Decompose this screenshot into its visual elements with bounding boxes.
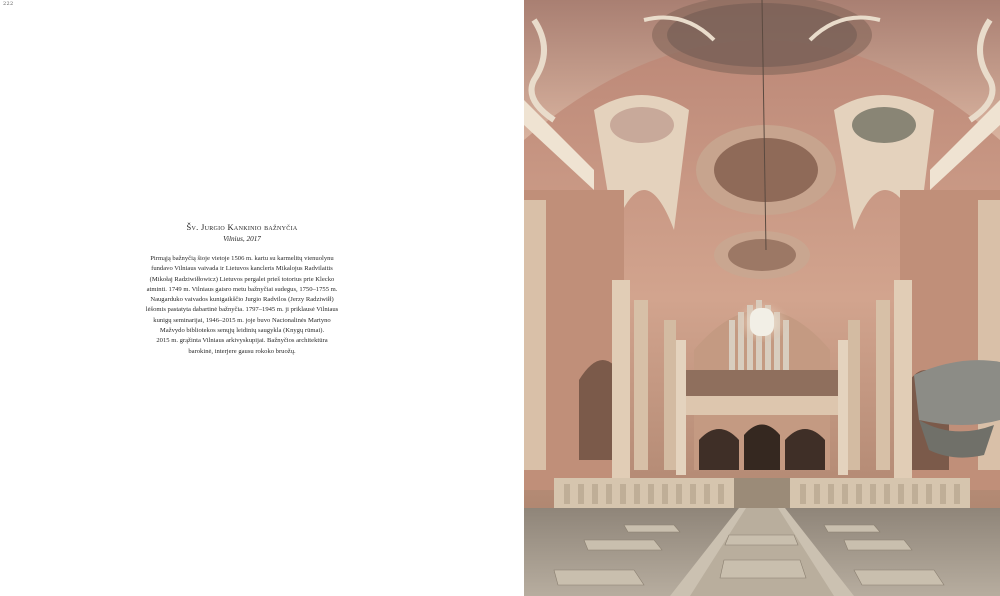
caption-body <box>130 254 354 357</box>
caption-title: Šv. Jurgio Kankinio bažnyčia <box>186 222 298 232</box>
caption-line: atminti. 1749 m. Vilniaus gaisro metu bažnyčiai sudegus, 1750–1755 m. <box>146 285 338 293</box>
caption-line: barokinė, interjere gausu rokoko bruožų. <box>188 347 296 355</box>
caption-line: Naugarduko vaivados kunigaikščio Jurgio Radvilos (Jerzy Radziwiłł) <box>150 296 334 304</box>
caption-line: (Mikołaj Radziwiłłowicz) Lietuvos pergalei prieš totorius prie Klecko <box>149 275 335 283</box>
caption-line: Mažvydo bibliotekos senųjų leidinių saugykla (Knygų rūmai). <box>159 327 325 335</box>
caption-line: Pirmąją bažnyčią šioje vietoje 1506 m. kartu su karmelitų vienuolynu <box>150 255 334 262</box>
caption-line: kunigų seminarijai, 1946–2015 m. joje buvo Nacionalinės Martyno <box>153 316 331 324</box>
caption-line: fundavo Vilniaus vaivada ir Lietuvos kancleris Mikalojus Radvilaitis <box>151 265 333 273</box>
church-interior-photo <box>524 0 1000 596</box>
caption-subtitle: Vilnius, 2017 <box>223 235 261 243</box>
page-number: 222 <box>3 1 14 7</box>
caption-line: lėšomis pastatyta dabartinė bažnyčia. 1797–1945 m. ji priklausė Vilniaus <box>145 306 339 314</box>
photo-caption <box>130 222 354 357</box>
caption-line: 2015 m. grąžinta Vilniaus arkivyskupijai. Bažnyčios architektūra <box>156 337 328 345</box>
